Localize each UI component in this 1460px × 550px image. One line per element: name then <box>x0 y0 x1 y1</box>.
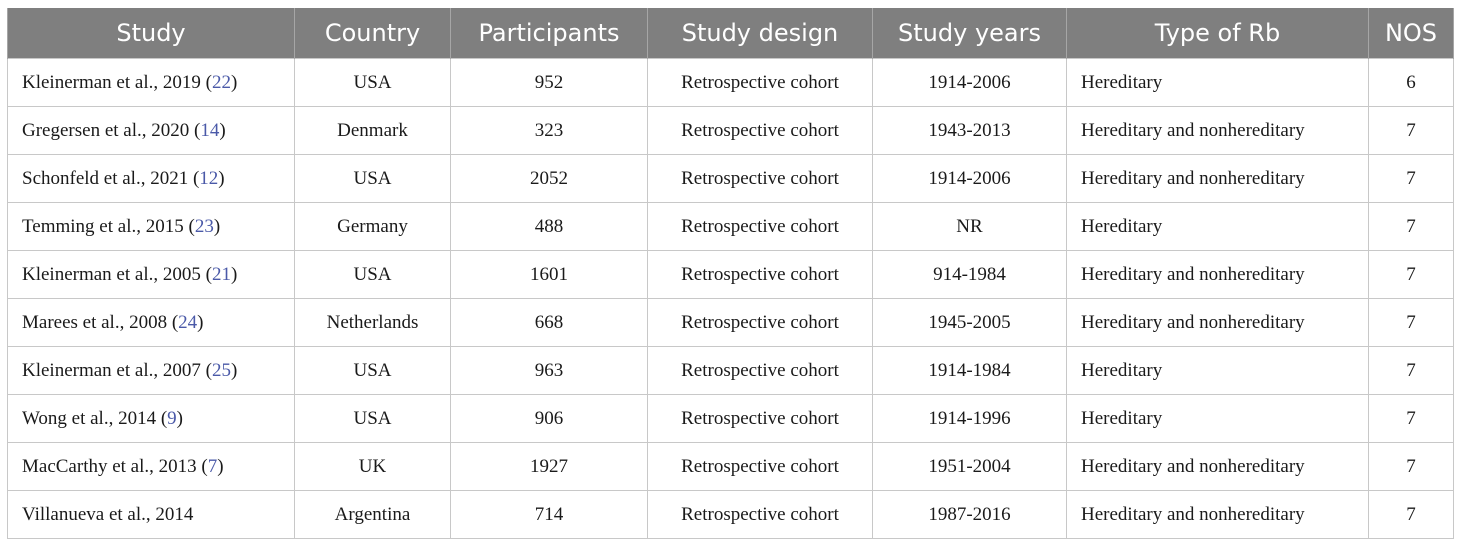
cell-study <box>8 203 295 251</box>
study-close-paren: ) <box>230 263 238 285</box>
cell-study <box>8 347 295 395</box>
cell-study-years: 1914-2006 <box>873 59 1067 107</box>
cell-study-years: 1914-2006 <box>873 155 1067 203</box>
header-study-design: Study design <box>648 8 873 59</box>
cell-type-of-rb: Hereditary <box>1067 395 1369 443</box>
cell-nos: 7 <box>1369 491 1454 539</box>
table-row <box>8 299 1454 347</box>
cell-participants: 714 <box>451 491 648 539</box>
study-label: Marees et al., 2008 ( <box>22 311 179 333</box>
cell-nos: 7 <box>1369 203 1454 251</box>
cell-study <box>8 59 295 107</box>
reference-link[interactable]: 9 <box>167 407 177 429</box>
cell-study-years: 1945-2005 <box>873 299 1067 347</box>
cell-study <box>8 251 295 299</box>
cell-study-design: Retrospective cohort <box>648 443 873 491</box>
study-close-paren: ) <box>230 359 238 381</box>
table-row <box>8 491 1454 539</box>
cell-nos: 7 <box>1369 251 1454 299</box>
cell-country: Germany <box>295 203 451 251</box>
study-label: Kleinerman et al., 2005 ( <box>22 263 212 285</box>
study-label: Temming et al., 2015 ( <box>22 215 195 237</box>
cell-study-years: 914-1984 <box>873 251 1067 299</box>
cell-study-design: Retrospective cohort <box>648 59 873 107</box>
reference-link[interactable]: 25 <box>211 359 231 381</box>
cell-nos: 6 <box>1369 59 1454 107</box>
cell-study-years: 1914-1984 <box>873 347 1067 395</box>
reference-link[interactable]: 21 <box>211 263 231 285</box>
cell-type-of-rb: Hereditary <box>1067 347 1369 395</box>
cell-participants: 1601 <box>451 251 648 299</box>
study-close-paren: ) <box>217 455 224 477</box>
study-close-paren: ) <box>218 167 225 189</box>
cell-type-of-rb: Hereditary and nonhereditary <box>1067 299 1369 347</box>
cell-participants: 952 <box>451 59 648 107</box>
header-study-years: Study years <box>873 8 1067 59</box>
cell-country: Argentina <box>295 491 451 539</box>
cell-study <box>8 443 295 491</box>
header-participants: Participants <box>451 8 648 59</box>
header-type-of-rb: Type of Rb <box>1067 8 1369 59</box>
cell-study <box>8 107 295 155</box>
cell-study-design: Retrospective cohort <box>648 347 873 395</box>
cell-study-design: Retrospective cohort <box>648 491 873 539</box>
table-row <box>8 155 1454 203</box>
reference-link[interactable]: 23 <box>194 215 214 237</box>
cell-study-design: Retrospective cohort <box>648 395 873 443</box>
cell-nos: 7 <box>1369 299 1454 347</box>
cell-country: USA <box>295 155 451 203</box>
cell-nos: 7 <box>1369 395 1454 443</box>
study-table-container <box>7 8 1453 539</box>
cell-participants: 963 <box>451 347 648 395</box>
cell-nos: 7 <box>1369 443 1454 491</box>
study-close-paren: ) <box>176 407 183 429</box>
cell-participants: 668 <box>451 299 648 347</box>
study-label: Schonfeld et al., 2021 ( <box>22 167 200 189</box>
study-close-paren: ) <box>230 71 238 93</box>
cell-type-of-rb: Hereditary and nonhereditary <box>1067 443 1369 491</box>
cell-study-design: Retrospective cohort <box>648 203 873 251</box>
reference-link[interactable]: 7 <box>207 455 218 477</box>
cell-type-of-rb: Hereditary and nonhereditary <box>1067 155 1369 203</box>
cell-study-design: Retrospective cohort <box>648 155 873 203</box>
cell-participants: 1927 <box>451 443 648 491</box>
cell-participants: 323 <box>451 107 648 155</box>
reference-link[interactable]: 22 <box>211 71 231 93</box>
table-row <box>8 443 1454 491</box>
cell-study-years: 1987-2016 <box>873 491 1067 539</box>
header-country: Country <box>295 8 451 59</box>
cell-nos: 7 <box>1369 107 1454 155</box>
cell-study-years: NR <box>873 203 1067 251</box>
reference-link[interactable]: 24 <box>178 311 198 333</box>
cell-study-design: Retrospective cohort <box>648 251 873 299</box>
cell-study <box>8 299 295 347</box>
cell-country: USA <box>295 395 451 443</box>
cell-country: UK <box>295 443 451 491</box>
cell-nos: 7 <box>1369 347 1454 395</box>
cell-study <box>8 491 295 539</box>
cell-study-years: 1914-1996 <box>873 395 1067 443</box>
cell-country: Netherlands <box>295 299 451 347</box>
table-row <box>8 251 1454 299</box>
table-row <box>8 107 1454 155</box>
table-row <box>8 395 1454 443</box>
cell-nos: 7 <box>1369 155 1454 203</box>
table-row <box>8 347 1454 395</box>
cell-country: USA <box>295 251 451 299</box>
cell-study-years: 1951-2004 <box>873 443 1067 491</box>
cell-study-design: Retrospective cohort <box>648 107 873 155</box>
cell-study <box>8 155 295 203</box>
cell-type-of-rb: Hereditary and nonhereditary <box>1067 251 1369 299</box>
table-header-row <box>8 8 1454 59</box>
cell-type-of-rb: Hereditary and nonhereditary <box>1067 107 1369 155</box>
cell-study <box>8 395 295 443</box>
cell-type-of-rb: Hereditary <box>1067 59 1369 107</box>
cell-country: Denmark <box>295 107 451 155</box>
cell-country: USA <box>295 347 451 395</box>
study-label: Gregersen et al., 2020 ( <box>22 119 201 141</box>
reference-link[interactable]: 14 <box>200 119 220 141</box>
cell-type-of-rb: Hereditary <box>1067 203 1369 251</box>
reference-link[interactable]: 12 <box>199 167 219 189</box>
cell-participants: 488 <box>451 203 648 251</box>
cell-study-years: 1943-2013 <box>873 107 1067 155</box>
study-label: MacCarthy et al., 2013 ( <box>22 455 208 477</box>
header-nos: NOS <box>1369 8 1454 59</box>
study-label: Wong et al., 2014 ( <box>22 407 168 429</box>
cell-participants: 2052 <box>451 155 648 203</box>
table-row <box>8 203 1454 251</box>
cell-country: USA <box>295 59 451 107</box>
cell-participants: 906 <box>451 395 648 443</box>
header-study: Study <box>8 8 295 59</box>
table-row <box>8 59 1454 107</box>
study-close-paren: ) <box>219 119 226 141</box>
study-label: Kleinerman et al., 2007 ( <box>22 359 212 381</box>
study-label: Kleinerman et al., 2019 ( <box>22 71 212 93</box>
study-close-paren: ) <box>213 215 221 237</box>
cell-type-of-rb: Hereditary and nonhereditary <box>1067 491 1369 539</box>
study-close-paren: ) <box>197 311 204 333</box>
cell-study-design: Retrospective cohort <box>648 299 873 347</box>
study-label: Villanueva et al., 2014 <box>22 503 194 525</box>
study-characteristics-table <box>7 8 1454 539</box>
